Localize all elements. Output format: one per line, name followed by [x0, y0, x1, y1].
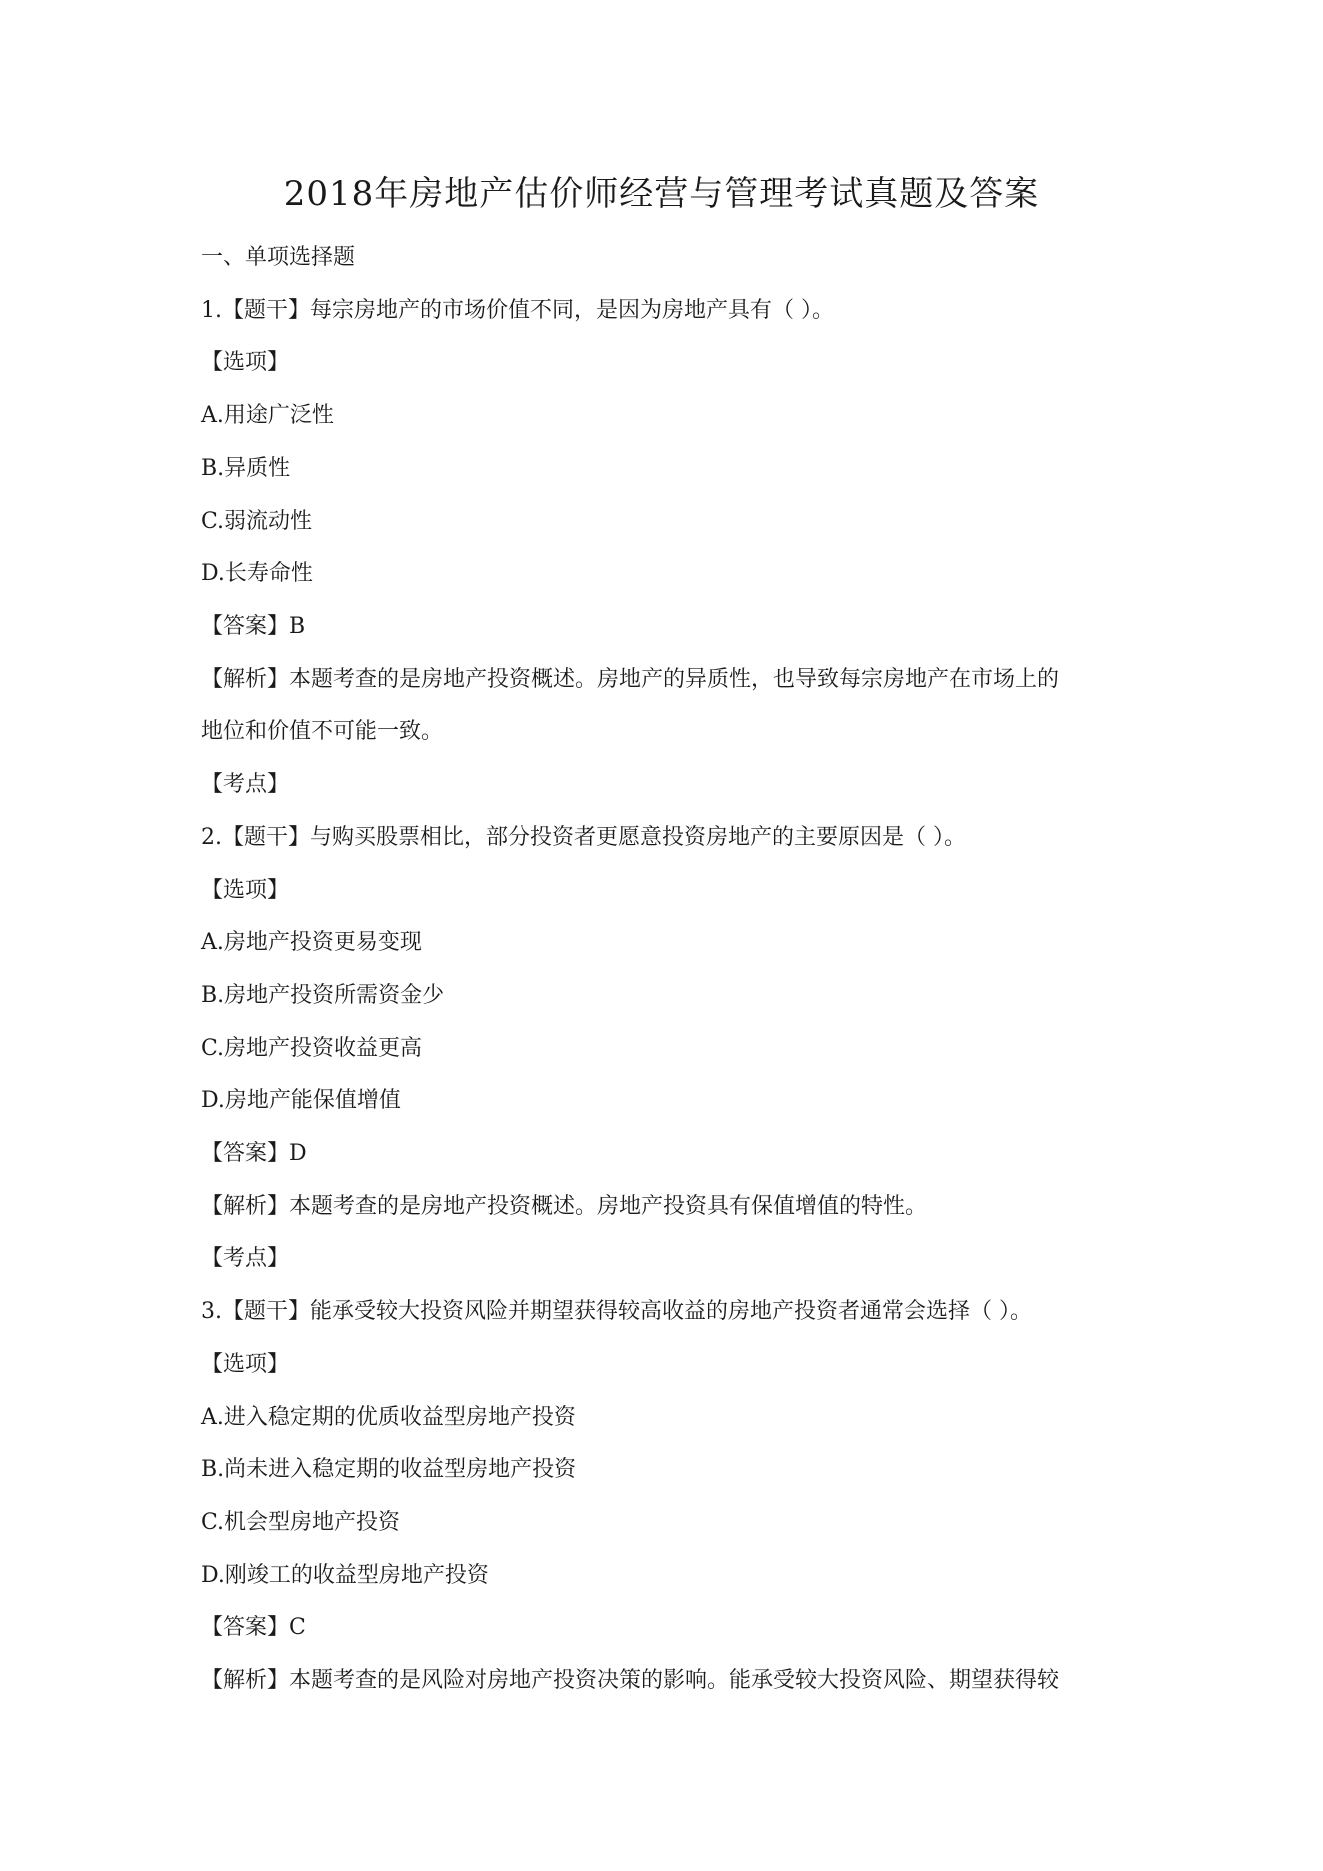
option-line: A.用途广泛性: [201, 403, 334, 428]
option-line: A.房地产投资更易变现: [201, 930, 422, 955]
option-line: B.房地产投资所需资金少: [201, 983, 445, 1008]
question-stem: 2.【题干】与购买股票相比，部分投资者更愿意投资房地产的主要原因是（ ）。: [201, 825, 966, 850]
answer-line: 【答案】D: [201, 1141, 307, 1166]
question-stem: 3.【题干】能承受较大投资风险并期望获得较高收益的房地产投资者通常会选择（ ）。: [201, 1299, 1032, 1324]
key-point-heading: 【考点】: [201, 1246, 290, 1271]
answer-line: 【答案】B: [201, 614, 306, 639]
option-line: D.房地产能保值增值: [201, 1088, 401, 1113]
document-title: 2018年房地产估价师经营与管理考试真题及答案: [283, 174, 1040, 214]
option-line: B.尚未进入稳定期的收益型房地产投资: [201, 1457, 577, 1482]
option-line: C.弱流动性: [201, 509, 313, 534]
section-heading: 一、单项选择题: [201, 245, 356, 270]
option-line: C.机会型房地产投资: [201, 1510, 401, 1535]
key-point-heading: 【考点】: [201, 772, 290, 797]
option-line: C.房地产投资收益更高: [201, 1036, 423, 1061]
analysis-line: 【解析】本题考查的是风险对房地产投资决策的影响。能承受较大投资风险、期望获得较: [201, 1668, 1060, 1693]
option-line: B.异质性: [201, 456, 291, 481]
analysis-line: 地位和价值不可能一致。: [201, 719, 444, 744]
option-line: D.刚竣工的收益型房地产投资: [201, 1563, 489, 1588]
option-line: D.长寿命性: [201, 561, 313, 586]
question-stem: 1.【题干】每宗房地产的市场价值不同，是因为房地产具有（ ）。: [201, 298, 834, 323]
options-heading: 【选项】: [201, 350, 290, 375]
options-heading: 【选项】: [201, 878, 290, 903]
options-heading: 【选项】: [201, 1352, 290, 1377]
analysis-line: 【解析】本题考查的是房地产投资概述。房地产投资具有保值增值的特性。: [201, 1194, 928, 1219]
answer-line: 【答案】C: [201, 1615, 306, 1640]
option-line: A.进入稳定期的优质收益型房地产投资: [201, 1405, 576, 1430]
analysis-line: 【解析】本题考查的是房地产投资概述。房地产的异质性，也导致每宗房地产在市场上的: [201, 667, 1060, 692]
